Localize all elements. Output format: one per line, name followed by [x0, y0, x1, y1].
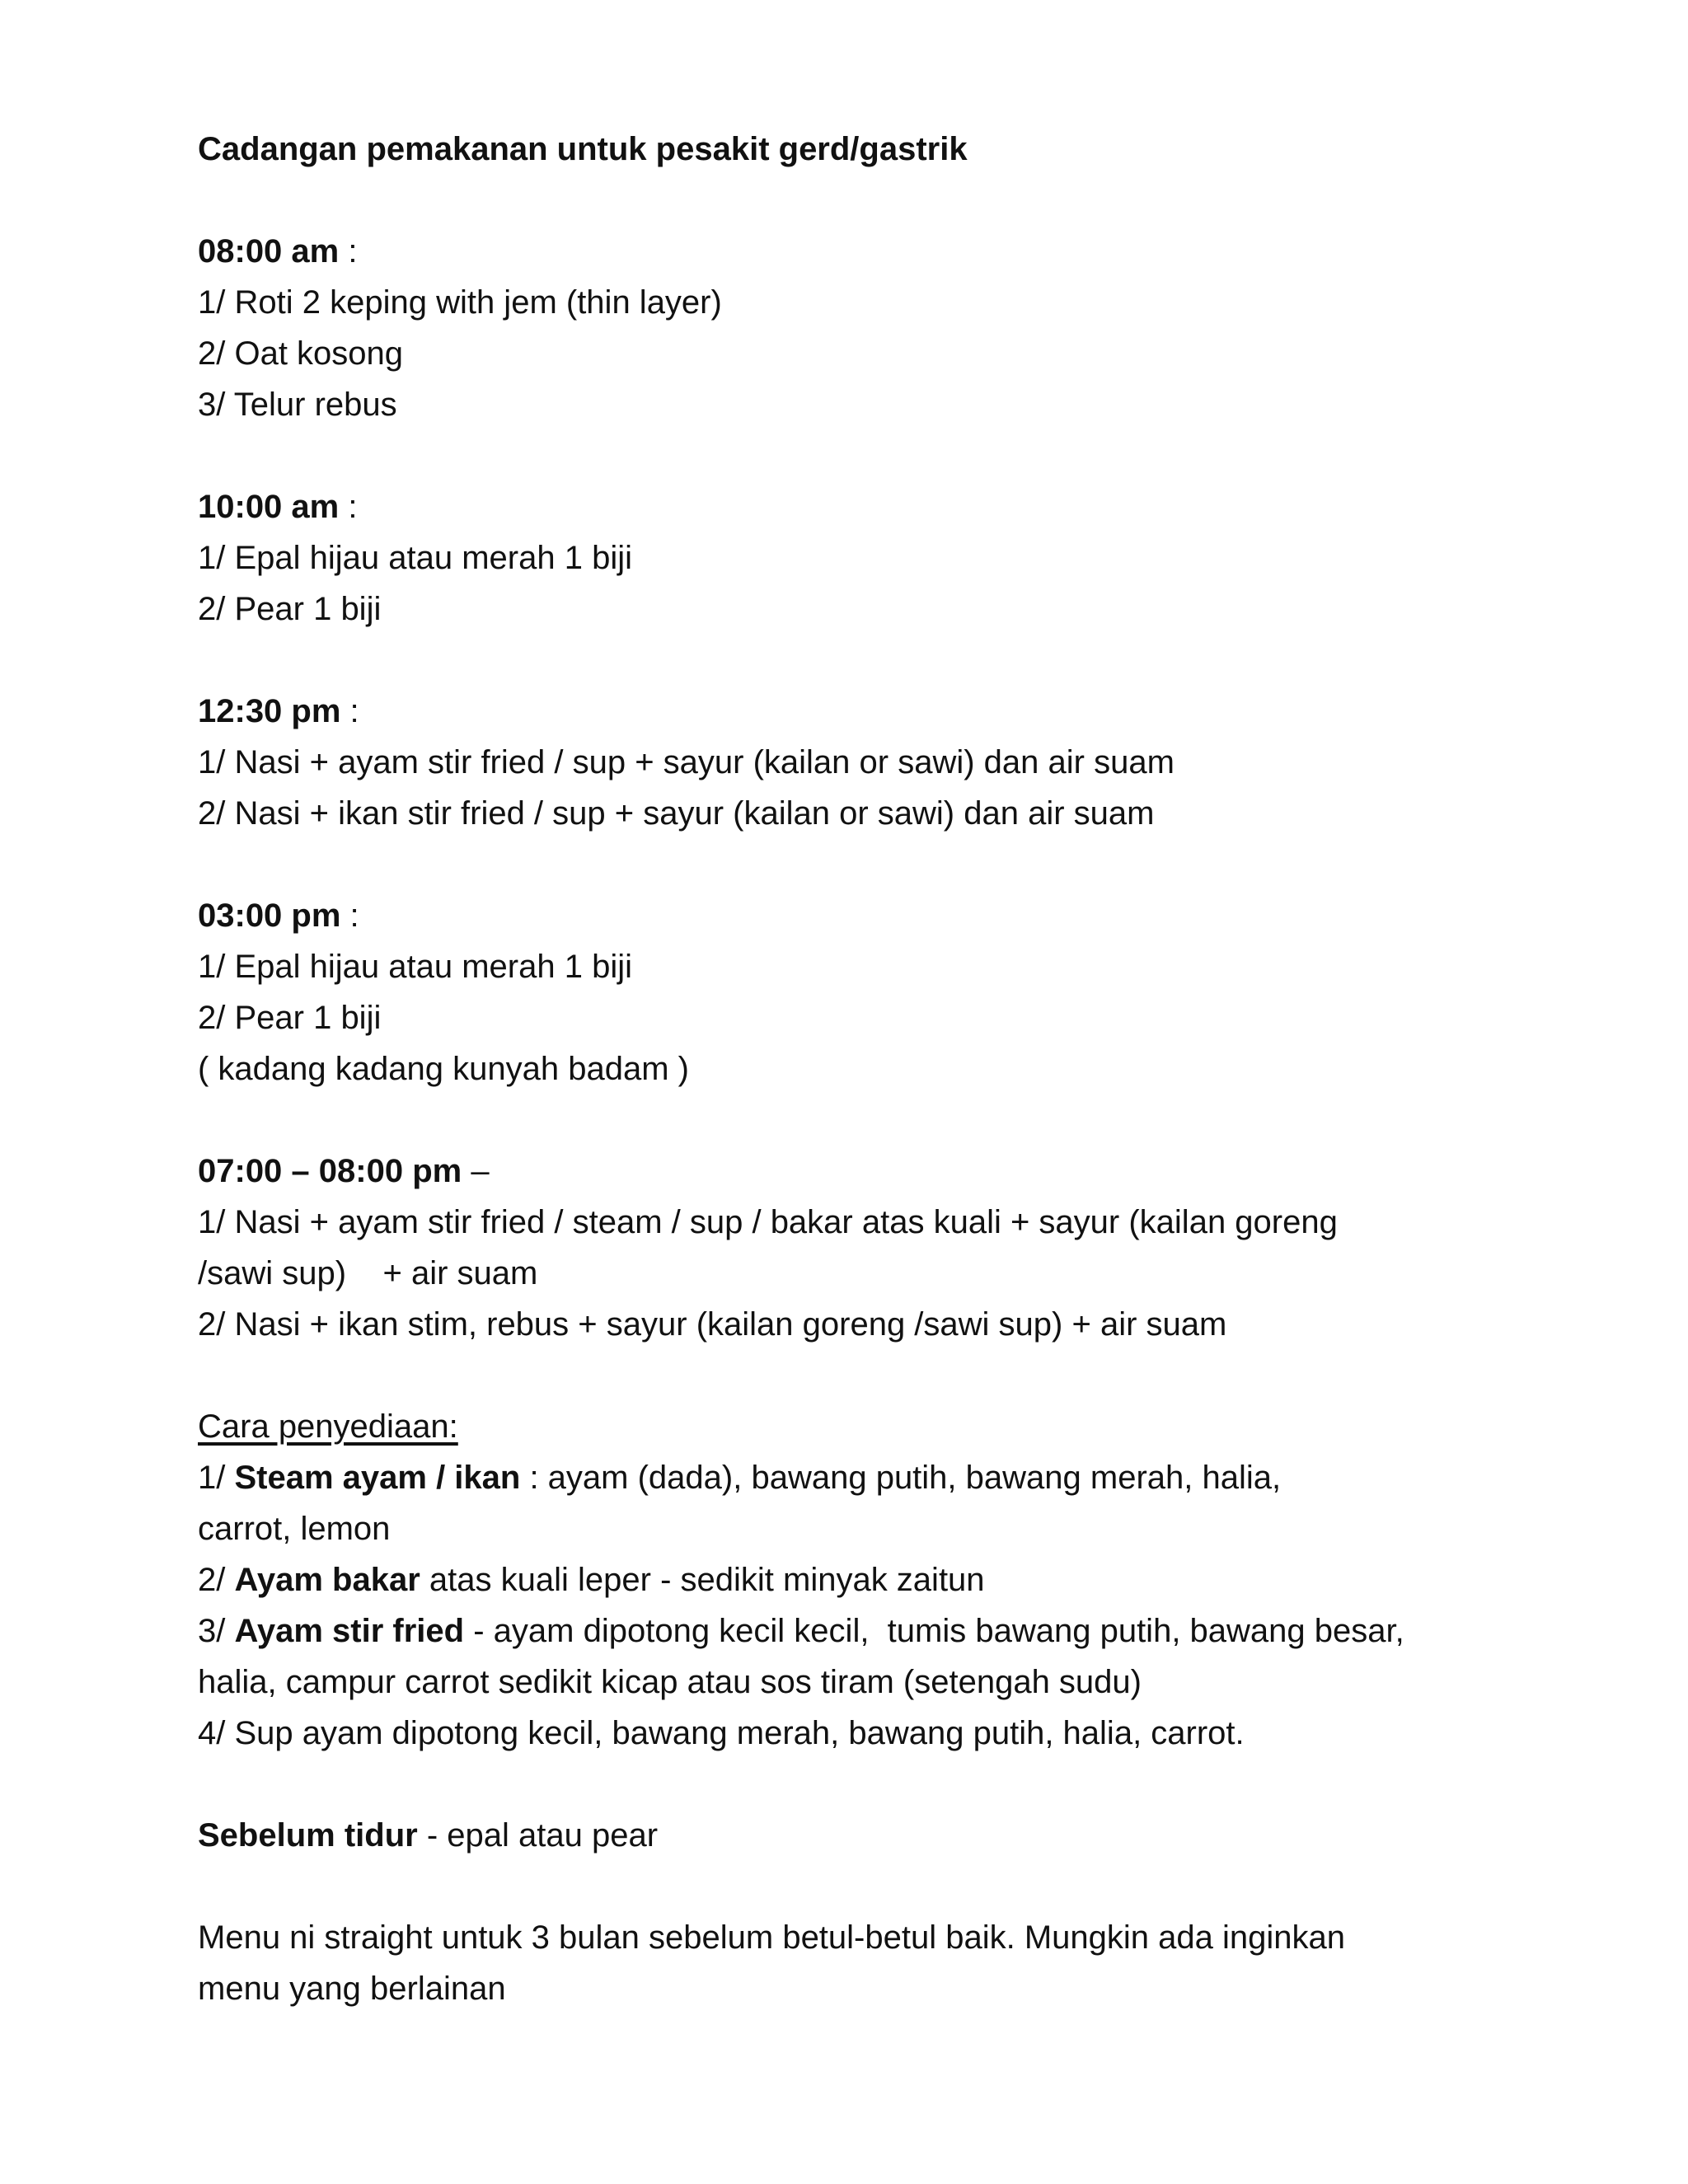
- preparation-step: [198, 1452, 1517, 1503]
- meal-section: [198, 481, 1517, 635]
- meal-item: 1/ Nasi + ayam stir fried / sup + sayur (kailan or sawi) dan air suam: [198, 744, 1175, 780]
- step-text: : ayam (dada), bawang putih, bawang merah, halia,: [520, 1460, 1282, 1496]
- meal-item: 1/ Nasi + ayam stir fried / steam / sup / bakar atas kuali + sayur (kailan goreng: [198, 1204, 1338, 1240]
- meal-separator: :: [339, 489, 358, 525]
- bedtime-text: - epal atau pear: [417, 1817, 659, 1854]
- meal-separator: :: [340, 693, 359, 729]
- step-text: atas kuali leper - sedikit minyak zaitun: [420, 1562, 985, 1598]
- meal-section: [198, 890, 1517, 1094]
- bedtime-section: [198, 1810, 1517, 1861]
- closing-line: menu yang berlainan: [198, 1971, 506, 2007]
- step-bold: Steam ayam / ikan: [234, 1460, 521, 1496]
- preparation-section: [198, 1401, 1517, 1759]
- closing-line: Menu ni straight untuk 3 bulan sebelum betul-betul baik. Mungkin ada inginkan: [198, 1919, 1345, 1956]
- bedtime-label: Sebelum tidur: [198, 1817, 418, 1854]
- meal-item: 3/ Telur rebus: [198, 387, 397, 423]
- meal-separator: :: [340, 898, 359, 934]
- meal-item: 2/ Nasi + ikan stir fried / sup + sayur (kailan or sawi) dan air suam: [198, 795, 1155, 832]
- step-bold: Ayam stir fried: [234, 1613, 465, 1649]
- meal-note: ( kadang kadang kunyah badam ): [198, 1051, 689, 1087]
- meal-time: 10:00 am: [198, 489, 340, 525]
- meal-item: 2/ Oat kosong: [198, 335, 404, 372]
- bedtime-line: [198, 1810, 1517, 1861]
- preparation-step: [198, 1605, 1517, 1657]
- meal-time: 07:00 – 08:00 pm: [198, 1153, 462, 1189]
- preparation-step: 4/ Sup ayam dipotong kecil, bawang merah, bawang putih, halia, carrot.: [198, 1715, 1245, 1751]
- meal-item: 2/ Pear 1 biji: [198, 591, 382, 627]
- meal-section: [198, 1146, 1517, 1350]
- preparation-step: [198, 1554, 1517, 1605]
- meal-separator: :: [339, 233, 358, 269]
- preparation-step-continued: halia, campur carrot sedikit kicap atau sos tiram (setengah sudu): [198, 1664, 1142, 1700]
- document-page: [198, 124, 1517, 2065]
- meal-heading: [198, 686, 1517, 737]
- meal-separator: –: [462, 1153, 490, 1189]
- step-bold: Ayam bakar: [234, 1562, 420, 1598]
- meal-item: 2/ Pear 1 biji: [198, 1000, 382, 1036]
- meal-heading: [198, 1146, 1517, 1197]
- step-text: - ayam dipotong kecil kecil, tumis bawang putih, bawang besar,: [464, 1613, 1404, 1649]
- meal-item: 2/ Nasi + ikan stim, rebus + sayur (kailan goreng /sawi sup) + air suam: [198, 1306, 1227, 1343]
- document-title: Cadangan pemakanan untuk pesakit gerd/gastrik: [198, 131, 968, 167]
- meal-item: 1/ Epal hijau atau merah 1 biji: [198, 949, 632, 985]
- closing-section: [198, 1912, 1517, 2014]
- meal-heading: [198, 481, 1517, 532]
- meal-heading: [198, 890, 1517, 941]
- step-prefix: 2/: [198, 1562, 235, 1598]
- meal-heading: [198, 226, 1517, 277]
- meal-item: /sawi sup) + air suam: [198, 1255, 538, 1291]
- preparation-heading: Cara penyediaan:: [198, 1408, 458, 1445]
- meal-section: [198, 226, 1517, 430]
- meal-item: 1/ Epal hijau atau merah 1 biji: [198, 540, 632, 576]
- preparation-step-continued: carrot, lemon: [198, 1511, 391, 1547]
- meal-time: 03:00 pm: [198, 898, 341, 934]
- step-prefix: 3/: [198, 1613, 235, 1649]
- meal-item: 1/ Roti 2 keping with jem (thin layer): [198, 284, 722, 321]
- step-prefix: 1/: [198, 1460, 235, 1496]
- meal-section: [198, 686, 1517, 839]
- meal-time: 08:00 am: [198, 233, 340, 269]
- meal-time: 12:30 pm: [198, 693, 341, 729]
